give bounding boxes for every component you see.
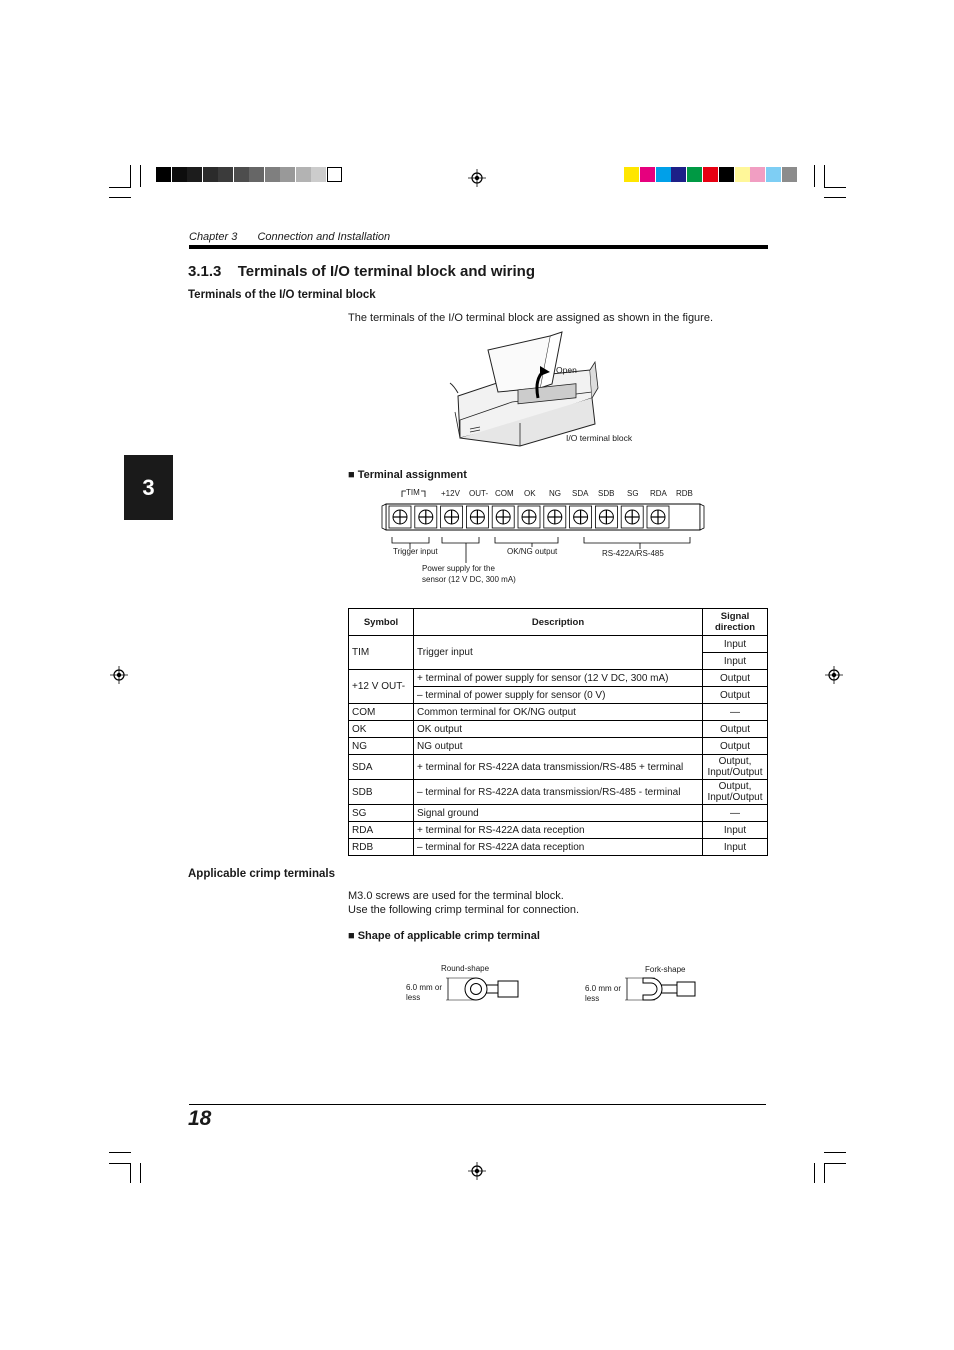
terminal-label-ng: NG — [549, 489, 561, 498]
terminal-label-rdb: RDB — [676, 489, 693, 498]
header-rule — [189, 245, 768, 249]
page-number: 18 — [188, 1107, 212, 1130]
gray-swatch — [311, 167, 326, 182]
terminal-label-sdb: SDB — [598, 489, 615, 498]
terminal-screw-icon — [570, 506, 592, 528]
terminal-label-12v: +12V — [441, 489, 460, 498]
table-row: COM Common terminal for OK/NG output — — [349, 704, 768, 721]
gray-swatch — [280, 167, 295, 182]
gray-swatch — [296, 167, 311, 182]
table-row: SG Signal ground — — [349, 805, 768, 822]
section-heading: Terminals of I/O terminal block and wiring — [237, 263, 535, 280]
crimp-text-2: Use the following crimp terminal for connection. — [348, 904, 580, 916]
terminal-screw-icon — [518, 506, 540, 528]
table-row: RDB – terminal for RS-422A data reception Input — [349, 839, 768, 856]
gray-swatch — [156, 167, 171, 182]
header-description: Description — [414, 609, 703, 636]
gray-swatch — [172, 167, 187, 182]
trigger-input-label: Trigger input — [393, 547, 438, 556]
gray-swatch — [218, 167, 233, 182]
open-label: Open — [556, 365, 577, 375]
terminal-screw-icon — [492, 506, 514, 528]
gray-swatch — [187, 167, 202, 182]
color-swatch — [624, 167, 639, 182]
terminal-assignment-heading: ■ Terminal assignment — [348, 469, 467, 481]
bullet-icon: ■ — [348, 930, 355, 942]
terminal-screw-icon — [441, 506, 463, 528]
color-swatch — [719, 167, 734, 182]
color-swatch — [671, 167, 686, 182]
terminal-screw-icon — [595, 506, 617, 528]
gray-swatch — [327, 167, 342, 182]
table-row: +12 V OUT- + terminal of power supply for sensor (12 V DC, 300 mA) Output — [349, 670, 768, 687]
footer-rule — [189, 1104, 766, 1105]
registration-mark-icon — [468, 1162, 486, 1180]
table-row: TIM Trigger input Input — [349, 636, 768, 653]
chapter-number: Chapter 3 — [189, 231, 238, 243]
color-swatch — [735, 167, 750, 182]
round-size-label: 6.0 mm or less — [406, 983, 443, 1002]
round-crimp-terminal-icon — [446, 974, 522, 1004]
table-row: OK OK output Output — [349, 721, 768, 738]
table-row: – terminal of power supply for sensor (0 V) Output — [349, 687, 768, 704]
terminal-screw-icon — [389, 506, 411, 528]
registration-mark-icon — [825, 666, 843, 684]
terminal-label-sg: SG — [627, 489, 639, 498]
terminal-label-out: OUT- — [469, 489, 489, 498]
chapter-tab: 3 — [124, 455, 173, 520]
table-row: SDB – terminal for RS-422A data transmission/RS-485 - terminal Output, Input/Output — [349, 780, 768, 805]
fork-shape-label: Fork-shape — [645, 965, 686, 974]
terminal-label-sda: SDA — [572, 489, 589, 498]
io-block-label: I/O terminal block — [566, 433, 633, 443]
crimp-heading: Applicable crimp terminals — [188, 868, 335, 880]
header-direction: Signal direction — [703, 609, 768, 636]
table-row: SDA + terminal for RS-422A data transmission/RS-485 + terminal Output, Input/Output — [349, 755, 768, 780]
fork-size-label: 6.0 mm or less — [585, 984, 622, 1003]
gray-swatch — [203, 167, 218, 182]
color-swatch — [687, 167, 702, 182]
header-symbol: Symbol — [349, 609, 414, 636]
terminal-label-com: COM — [495, 489, 514, 498]
power-supply-label-2: sensor (12 V DC, 300 mA) — [422, 575, 516, 584]
color-swatch — [766, 167, 781, 182]
color-swatch — [703, 167, 718, 182]
signal-table — [348, 608, 768, 856]
table-row: RDA + terminal for RS-422A data reception Input — [349, 822, 768, 839]
terminal-screw-icon — [544, 506, 566, 528]
round-shape-label: Round-shape — [441, 964, 490, 973]
terminal-screw-icon — [415, 506, 437, 528]
fork-crimp-terminal-icon — [625, 974, 701, 1004]
power-supply-label-1: Power supply for the — [422, 564, 495, 573]
color-swatch — [750, 167, 765, 182]
registration-mark-icon — [110, 666, 128, 684]
section-number: 3.1.3 — [188, 263, 222, 280]
color-swatch — [782, 167, 797, 182]
gray-swatch — [249, 167, 264, 182]
table-header-row — [349, 609, 768, 636]
registration-mark-icon — [468, 169, 486, 187]
terminal-label-ok: OK — [524, 489, 536, 498]
gray-swatch — [234, 167, 249, 182]
color-swatch — [640, 167, 655, 182]
terminal-screw-icon — [647, 506, 669, 528]
gray-swatch — [265, 167, 280, 182]
chapter-title: Connection and Installation — [257, 231, 391, 243]
rs-label: RS-422A/RS-485 — [602, 549, 664, 558]
running-header — [189, 231, 390, 243]
controller-illustration — [440, 328, 650, 450]
crimp-shape-heading: ■ Shape of applicable crimp terminal — [348, 930, 540, 942]
okng-output-label: OK/NG output — [507, 547, 558, 556]
table-row: NG NG output Output — [349, 738, 768, 755]
section-title — [188, 263, 535, 280]
terminal-screw-icon — [466, 506, 488, 528]
bullet-icon: ■ — [348, 469, 355, 481]
terminals-heading: Terminals of the I/O terminal block — [188, 289, 376, 301]
terminal-label-tim: TIM — [406, 488, 420, 497]
terminal-screw-icon — [621, 506, 643, 528]
color-swatch — [656, 167, 671, 182]
crimp-text-1: M3.0 screws are used for the terminal block. — [348, 890, 564, 902]
table-row: Input — [349, 653, 768, 670]
terminals-intro: The terminals of the I/O terminal block are assigned as shown in the figure. — [348, 312, 714, 324]
terminal-label-rda: RDA — [650, 489, 667, 498]
